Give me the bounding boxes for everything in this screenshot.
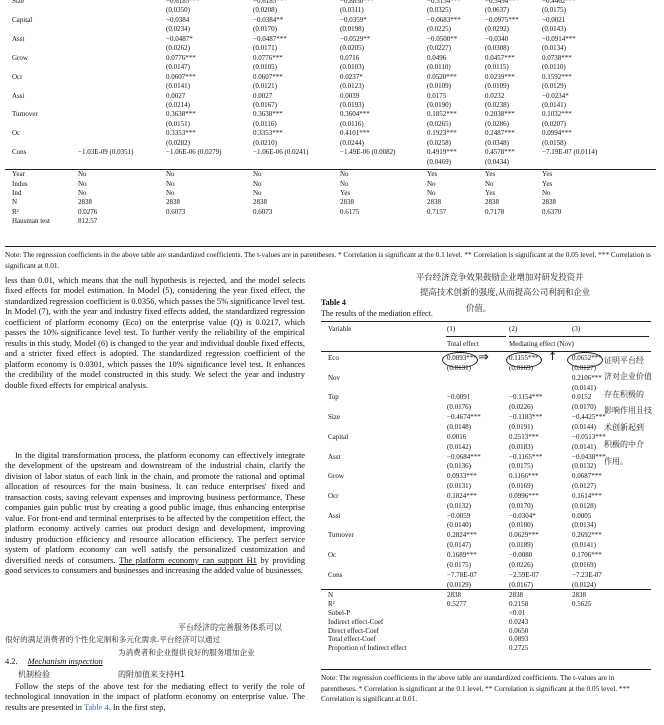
handwritten-note-right-2: 济对企业价值 <box>604 372 652 381</box>
table-cell: Yes <box>485 170 496 179</box>
table-cell: No <box>78 179 87 188</box>
table-row-label: Turnover <box>12 110 38 119</box>
table-cell: 0.2487*** <box>485 129 515 138</box>
table-cell: −0.0021 <box>542 15 566 24</box>
table-cell: No <box>340 170 349 179</box>
table4-cell: (0.0148) <box>447 422 471 431</box>
table4-stat-cell: 0.2725 <box>509 644 529 653</box>
underlined-h1-sentence: The platform economy can support H1 <box>119 555 257 565</box>
table4-cell: (0.0124) <box>572 580 596 589</box>
table-cell: (0.0227) <box>427 44 451 53</box>
paragraph-results-text: less than 0.01, which means that the null hypothesis is rejected, and the model selects fixed effects for model estimation. In Model (5), considering the year fixed effect, the standardized regression coefficient is 0.0356, which passes the 5% significance level test. In Model (7), with the year and industry fixed effects added, the standardized regression coefficient of platform economy (Eco) on the enterprise value (Q) is 0.0217, which passes the 10% significance level test. To further verify the reliability of the empirical results in this study, Model (6) is changed to the year and individual double fixed effects, and a stricter fixed effect is adopted. The standardized regression coefficient of the platform economy is 0.0301, which passes the 10% significance level test. It enhances the credibility of the model constructed in this study. We select the year and industry double fixed effects for empirical analysis. <box>5 276 305 390</box>
table-cell: −1.06E-06 (0.0241) <box>253 148 309 157</box>
table-cell: (0.0244) <box>340 138 364 147</box>
table4-row-label: Eco <box>328 354 339 362</box>
table4-stat-label: Indirect effect-Coef <box>328 617 384 626</box>
table-cell: (0.0308) <box>485 44 509 53</box>
circle-annotation-col1 <box>442 352 478 368</box>
table-cell: Yes <box>542 179 553 188</box>
table-cell: (0.0110) <box>542 63 566 72</box>
table-row-label: R² <box>12 207 19 216</box>
table4-cell: (0.0226) <box>509 403 533 412</box>
table-cell: (0.0103) <box>340 63 364 72</box>
table4-stat-cell: 2838 <box>572 591 586 600</box>
table4-cell: −0.1165*** <box>509 452 543 461</box>
table4-row-label: Ocr <box>328 491 339 500</box>
table-row-label: Asst <box>12 34 25 43</box>
handwritten-note-right-6: 积极的中介 <box>604 440 644 449</box>
table-cell: Yes <box>427 170 438 179</box>
table4-cell: 0.0016 <box>447 432 467 441</box>
table-cell: −0.0234* <box>542 91 569 100</box>
table4-stat-cell: 0.0650 <box>509 626 529 635</box>
table-cell: 0.6073 <box>166 207 186 216</box>
table4-row-label: Capital <box>328 432 349 441</box>
table-cell: −0.0683*** <box>427 15 461 24</box>
table4-cell: (0.0226) <box>509 560 533 569</box>
table-cell: 0.1592*** <box>542 72 572 81</box>
table-cell: (0.0193) <box>340 100 364 109</box>
table-cell: (0.0116) <box>253 119 277 128</box>
table4-row-label: Top <box>328 393 339 402</box>
table-cell: No <box>542 189 551 197</box>
table-cell: 0.0457*** <box>485 53 515 62</box>
table4-cell: 0.1166*** <box>509 472 539 481</box>
circle-annotation-col2 <box>506 352 542 368</box>
table4-cell: (0.0127) <box>572 363 596 372</box>
table-cell: (0.0325) <box>427 6 451 15</box>
table-cell: 0.0776*** <box>253 53 283 62</box>
table4-cell: 0.1155*** <box>509 354 539 362</box>
table-row-label: Ocr <box>12 72 23 81</box>
table-cell: Yes <box>340 189 351 197</box>
table4-cell: (0.0169) <box>509 363 533 372</box>
handwritten-note-top-3: 价值。 <box>466 303 492 313</box>
table4-rule-sub2 <box>509 336 649 337</box>
table-cell: 0.0027 <box>253 91 273 100</box>
table-cell: 0.1032*** <box>542 110 572 119</box>
table4-cell: (0.0132) <box>447 501 471 510</box>
table-row-label: Oc <box>12 129 21 138</box>
handwritten-note-left-2: 很好的满足消费者的个性化定制和多元化需求.平台经济可以通过 <box>5 635 221 644</box>
table4-cell: −0.4425*** <box>572 413 606 422</box>
handwritten-note-right-7: 作用。 <box>604 457 628 466</box>
table4-cell: (0.0131) <box>447 482 471 491</box>
table4-cell: −0.0091 <box>447 393 471 402</box>
table4-title: Table 4 <box>321 298 346 307</box>
table4-subheader-total: Total effect <box>447 340 479 348</box>
table-cell: −0.6185*** <box>166 0 200 5</box>
table4-row-label: Turnover <box>328 531 354 540</box>
handwritten-note-top-1: 平台经济竞争效果鼓励企业增加对研发投资并 <box>416 272 584 282</box>
table4-cell: (0.0176) <box>447 403 471 412</box>
table-cell: (0.0286) <box>485 119 509 128</box>
table4-cell: (0.0129) <box>447 580 471 589</box>
table-cell: 0.0520*** <box>427 72 457 81</box>
table-cell: (0.0167) <box>253 100 277 109</box>
table-cell: (0.0225) <box>427 25 451 34</box>
table-cell: 0.0027 <box>166 91 186 100</box>
table4-cell: 0.2692*** <box>572 531 602 540</box>
table4-cell: (0.0169) <box>509 482 533 491</box>
table-row-label: Year <box>12 170 25 179</box>
table-cell: No <box>253 179 262 188</box>
table-cell: 0.4578*** <box>485 148 515 157</box>
table4-cell: −0.0438*** <box>572 452 606 461</box>
table-cell: 2838 <box>78 198 92 207</box>
top-table-note: Note: The regression coefficients in the above table are standardized coefficients. The t-values are in parentheses. * Correlation is significant at the 0.1 level. ** Correlation is significant at the 0.05 level. *** Correlation is significant at 0.01. <box>5 250 651 270</box>
table4-cell: 0.1614*** <box>572 491 602 500</box>
table-cell: (0.0311) <box>340 6 364 15</box>
table-cell: 812.57 <box>78 217 98 226</box>
table-cell: 0.0776*** <box>166 53 196 62</box>
table4-row-label: Size <box>328 413 341 422</box>
table-cell: −0.0914*** <box>542 34 576 43</box>
table-cell: (0.0292) <box>485 25 509 34</box>
table-cell: (0.0147) <box>166 63 190 72</box>
table-cell: −0.0500** <box>427 34 458 43</box>
table-cell: 0.7178 <box>485 207 505 216</box>
table4-row-label: Grow <box>328 472 344 481</box>
table4-cell: 0.2824*** <box>447 531 477 540</box>
table4-rule-stats <box>321 589 651 590</box>
table-cell: (0.0116) <box>340 119 364 128</box>
table4-cell: 0.0152 <box>572 393 592 402</box>
table-cell: −0.0384 <box>166 15 190 24</box>
table4-cell: 0.1706*** <box>572 551 602 559</box>
table-cell: 0.6073 <box>253 207 273 216</box>
table4-link[interactable]: Table 4 <box>83 702 109 712</box>
table4-subheader-mediating: Mediating effect (Nov) <box>509 340 574 348</box>
table-cell: −0.0340 <box>485 34 509 43</box>
table-cell: 0.0716 <box>340 53 360 62</box>
handwritten-note-left-4: 机制检验 <box>18 670 50 679</box>
table4-cell: (0.0175) <box>509 462 533 471</box>
table4-caption: The results of the mediation effect. <box>321 309 433 318</box>
table4-cell: (0.0170) <box>572 403 596 412</box>
table-cell: 0.3638*** <box>166 110 196 119</box>
table-cell: 0.4101*** <box>340 129 370 138</box>
table4-stat-label: N <box>328 591 334 600</box>
table-cell: 0.1852*** <box>427 110 457 119</box>
table-cell: 0.0607*** <box>166 72 196 81</box>
handwritten-note-right-4: 影响作用且技 <box>604 406 652 415</box>
table4-cell: (0.0140) <box>447 521 471 530</box>
table-cell: 0.0607*** <box>253 72 283 81</box>
table-cell: −0.8850*** <box>340 0 374 5</box>
table-row-label: Assi <box>12 91 25 100</box>
table4-cell: (0.0169) <box>572 560 596 569</box>
table4-row-label: Nov <box>328 373 341 382</box>
table-cell: 0.6175 <box>340 207 360 216</box>
table4-cell: 0.0652*** <box>572 354 602 362</box>
table4-cell: −0.0080 <box>509 551 533 559</box>
table-row-label: Indus <box>12 179 28 188</box>
table4-stat-label: Total effect-Coef <box>328 635 376 644</box>
table-cell: −0.0487*** <box>253 34 287 43</box>
table4-cell: (0.0134) <box>572 521 596 530</box>
table-cell: 2838 <box>340 198 354 207</box>
table4-row-label: Asst <box>328 452 341 461</box>
table-cell: 0.7157 <box>427 207 447 216</box>
table-cell: (0.0143) <box>542 25 566 34</box>
table4-cell: −2.59E-07 <box>509 570 539 579</box>
table-cell: (0.0205) <box>340 44 364 53</box>
table-cell: (0.0141) <box>542 100 566 109</box>
table4-stat-cell: 0.0893 <box>509 635 529 644</box>
table-cell: (0.0282) <box>166 138 190 147</box>
table-cell: 0.0496 <box>427 53 447 62</box>
table-cell: −7.19E-07 (0.0114) <box>542 148 598 157</box>
handwritten-note-right-3: 存在积极的 <box>604 390 644 399</box>
table-cell: No <box>427 189 436 197</box>
table-cell: No <box>427 179 436 188</box>
table4-cell: −0.0684*** <box>447 452 481 461</box>
table-cell: (0.0350) <box>166 6 190 15</box>
table4-cell: −0.1154*** <box>509 393 543 402</box>
table4-cell: (0.0127) <box>572 482 596 491</box>
table-cell: (0.0105) <box>253 63 277 72</box>
table-row-label: Hausman test <box>12 217 50 226</box>
table4-cell: 0.0687*** <box>572 472 602 481</box>
table4-stat-cell: 0.2158 <box>509 600 529 609</box>
table-cell: (0.0109) <box>485 82 509 91</box>
table-cell: 2838 <box>166 198 180 207</box>
table-row-label: N <box>12 198 18 207</box>
table4-cell: 0.0005 <box>572 511 592 520</box>
table-cell: −1.03E-09 (0.0351) <box>78 148 134 157</box>
table-cell: Yes <box>485 189 496 197</box>
table-cell: (0.0175) <box>542 6 566 15</box>
table-cell: 0.0276 <box>78 207 98 216</box>
table-cell: (0.0190) <box>427 100 451 109</box>
table-cell: (0.0110) <box>427 63 451 72</box>
table4-cell: −0.4674*** <box>447 413 481 422</box>
table-cell: 0.0237* <box>340 72 363 81</box>
table-cell: 0.0738*** <box>542 53 572 62</box>
table4-cell: (0.0183) <box>509 442 533 451</box>
section-heading-4-2: 4.2. Mechanism inspection <box>5 657 103 666</box>
table-cell: (0.0123) <box>340 82 364 91</box>
table4-cell: (0.0141) <box>572 541 596 550</box>
table-cell: 0.0039 <box>340 91 360 100</box>
table-cell: (0.0134) <box>542 44 566 53</box>
table4-stat-cell: 2838 <box>447 591 461 600</box>
table4-row-label: Oc <box>328 551 337 559</box>
table-cell: −0.0975*** <box>485 15 519 24</box>
table-cell: 0.0232 <box>485 91 505 100</box>
table4-cell: 0.2106*** <box>572 373 602 382</box>
table-cell: (0.0265) <box>427 119 451 128</box>
table-cell: (0.0262) <box>166 44 190 53</box>
table-cell: No <box>253 189 262 197</box>
table-cell: (0.0238) <box>485 100 509 109</box>
table-cell: (0.0207) <box>542 119 566 128</box>
table4-cell: (0.0189) <box>509 541 533 550</box>
handwritten-note-left-1: 平台经济的完善服务体系可以 <box>178 623 282 632</box>
table4-cell: 0.1824*** <box>447 491 477 500</box>
table-cell: 2838 <box>427 198 441 207</box>
table-cell: 0.0175 <box>427 91 447 100</box>
table-cell: −1.06E-06 (0.0279) <box>166 148 222 157</box>
table-cell: (0.0208) <box>253 6 277 15</box>
table4-cell: (0.0167) <box>509 580 533 589</box>
up-arrow-icon: ↑ <box>548 350 558 363</box>
table-cell: −1.49E-06 (0.0082) <box>340 148 396 157</box>
table4-stat-cell: <0.01 <box>509 609 526 617</box>
table-row-label: Grow <box>12 53 28 62</box>
table-rule-mid <box>5 169 656 170</box>
handwritten-note-right-1: 证明平台经 <box>604 356 644 365</box>
table-cell: (0.0258) <box>427 138 451 147</box>
handwritten-note-right-5: 术创新起到 <box>604 423 644 432</box>
table-cell: (0.0210) <box>253 138 277 147</box>
table4-cell: 0.0629*** <box>509 531 539 540</box>
table4-cell: −0.1183*** <box>509 413 543 422</box>
table4-cell: (0.0170) <box>509 501 533 510</box>
table-cell: (0.0198) <box>340 25 364 34</box>
table-cell: (0.0234) <box>166 25 190 34</box>
table-cell: 0.3353*** <box>253 129 283 138</box>
table4-cell: (0.0136) <box>447 462 471 471</box>
table4-cell: −7.23E-07 <box>572 570 602 579</box>
table4-header-col3: (3) <box>572 325 581 333</box>
table4-stat-label: Direct effect-Coef <box>328 626 379 635</box>
table4-cell: (0.0191) <box>509 422 533 431</box>
table4-row-label: Assi <box>328 511 341 520</box>
table-cell: −0.0487* <box>166 34 193 43</box>
handwritten-note-left-3: 为消费者和企业提供良好的服务增加企业 <box>118 648 255 657</box>
table4-cell: (0.0132) <box>572 462 596 471</box>
table4-stat-cell: 0.0243 <box>509 617 529 626</box>
table4-cell: 0.1689*** <box>447 551 477 559</box>
table4-cell: −0.0513*** <box>572 432 606 441</box>
table4-header-variable: Variable <box>328 325 352 333</box>
table-cell: No <box>253 170 262 179</box>
table4-header-col1: (1) <box>447 325 456 333</box>
table4-stat-label: Proportion of Indirect effect <box>328 644 407 653</box>
table-cell: Yes <box>542 170 553 179</box>
table-cell: (0.0171) <box>253 44 277 53</box>
table-cell: (0.0141) <box>166 82 190 91</box>
table4-cell: (0.0142) <box>447 442 471 451</box>
table-cell: 0.2038*** <box>485 110 515 119</box>
double-arrow-icon: ⇒ <box>478 350 489 365</box>
table4-stat-cell: 2838 <box>509 591 523 600</box>
table-row-label: Ind <box>12 189 22 197</box>
table-cell: (0.0129) <box>542 82 566 91</box>
table-cell: No <box>166 170 175 179</box>
body-paragraph-3: Follow the steps of the above test for the mediating effect to verify the role of technological innovation in the impact of platform economy on enterprise value. The results are presented in Table 4. In the first step, <box>5 682 305 712</box>
table4-cell: (0.0175) <box>447 560 471 569</box>
paragraph-transformation-text: In the digital transformation process, the platform economy can effectively integrate the development of the upstream and downstream of the industrial chain, clarify the division of labor status of each link in the chain, and promote the rational and optimal allocation of resources for the main business. It can reduce enterprises' fixed and transaction costs, saving relevant expenses and improving business performance. These companies gain public trust by creating a good public image, thus enhancing enterprise value. For front-end and terminal enterprises to be affected by the competition effect, the platform economy actively carries out product design and development, improving industry production efficiency and resource allocation efficiency. The perfect service system of platform economy can well satisfy the personalized customization and diversified needs of consumers. The platform economy can support H1 by providing good services to consumers and businesses and increasing the added value of businesses. <box>5 451 306 575</box>
table-row-label: Capital <box>12 15 33 24</box>
table-cell: (0.0170) <box>253 25 277 34</box>
table-cell: (0.0348) <box>485 138 509 147</box>
table-cell: −0.0359* <box>340 15 367 24</box>
handwritten-note-left-5: 的附加值来支持H1 <box>118 670 186 679</box>
table-cell: (0.0637) <box>485 6 509 15</box>
table4-cell: −7.78E-07 <box>447 570 477 579</box>
table-cell: 0.3604*** <box>340 110 370 119</box>
table-cell: 2838 <box>253 198 267 207</box>
table4-header-col2: (2) <box>509 325 518 333</box>
table-cell: (0.0469) <box>427 157 451 166</box>
table4-cell: (0.0128) <box>572 501 596 510</box>
table-cell: (0.0214) <box>166 100 190 109</box>
table-cell: No <box>78 170 87 179</box>
table-cell: (0.0434) <box>485 157 509 166</box>
table4-row-label: Cons <box>328 570 343 579</box>
table-cell: −0.0384** <box>253 15 284 24</box>
table-row-label: Cons <box>12 148 27 157</box>
table-cell: −0.6185*** <box>253 0 287 5</box>
table-cell: 2838 <box>542 198 556 207</box>
body-paragraph-2 <box>5 451 305 576</box>
table4-stat-cell: 0.5277 <box>447 600 467 609</box>
table4-rule-sub1 <box>446 336 506 337</box>
table-cell: (0.0158) <box>542 138 566 147</box>
table-cell: 0.4919*** <box>427 148 457 157</box>
table-cell: −0.5494*** <box>485 0 519 5</box>
table-cell: 0.3638*** <box>253 110 283 119</box>
table4-rule-top <box>321 321 651 322</box>
table4-cell: 0.2513*** <box>509 432 539 441</box>
table4-stat-label: Sobel-P <box>328 609 351 617</box>
table4-cell: −0.0304* <box>509 511 536 520</box>
table4-rule-bottom <box>321 669 651 670</box>
table4-stat-cell: 0.5625 <box>572 600 592 609</box>
table-cell: 2838 <box>485 198 499 207</box>
table4-cell: (0.0147) <box>447 541 471 550</box>
table-row-label: Size <box>12 0 25 5</box>
table-cell: (0.0115) <box>485 63 509 72</box>
table4-cell: (0.0131) <box>447 363 471 372</box>
table-cell: −0.4462*** <box>542 0 576 5</box>
table-cell: No <box>340 179 349 188</box>
table-rule <box>5 246 656 247</box>
table4-cell: 0.0893*** <box>447 354 477 362</box>
table-cell: −0.0529** <box>340 34 371 43</box>
table-cell: 0.3353*** <box>166 129 196 138</box>
table4-cell: 0.0996*** <box>509 491 539 500</box>
circle-annotation-col3 <box>567 352 603 368</box>
table-cell: No <box>78 189 87 197</box>
table-cell: No <box>485 179 494 188</box>
table-cell: 0.1923*** <box>427 129 457 138</box>
table4-note: Note: The regression coefficients in the above table are standardized coefficients. The t-values are in parentheses. * Correlation is significant at the 0.1 level. ** Correlation is significant at the 0.05 level. *** Correlation is significant at 0.01. <box>321 673 630 703</box>
table4-stat-label: R² <box>328 600 335 609</box>
table4-cell: (0.0141) <box>572 442 596 451</box>
table4-cell: (0.0141) <box>572 383 596 392</box>
handwritten-note-top-2: 提高技术创新的强度,从而提高公司利润和企业 <box>420 287 591 297</box>
table4-cell: (0.0180) <box>509 521 533 530</box>
table-cell: 0.6370 <box>542 207 562 216</box>
table4-cell: (0.0144) <box>572 422 596 431</box>
table-cell: No <box>166 189 175 197</box>
table-cell: (0.0151) <box>166 119 190 128</box>
table-cell: (0.0121) <box>253 82 277 91</box>
table-cell: −0.5154*** <box>427 0 461 5</box>
body-paragraph-1 <box>5 276 305 391</box>
table4-cell: 0.0933*** <box>447 472 477 481</box>
table-cell: (0.0109) <box>427 82 451 91</box>
table4-cell: −0.0059 <box>447 511 471 520</box>
table-cell: No <box>166 179 175 188</box>
table-cell: 0.0994*** <box>542 129 572 138</box>
table-cell: 0.0239*** <box>485 72 515 81</box>
